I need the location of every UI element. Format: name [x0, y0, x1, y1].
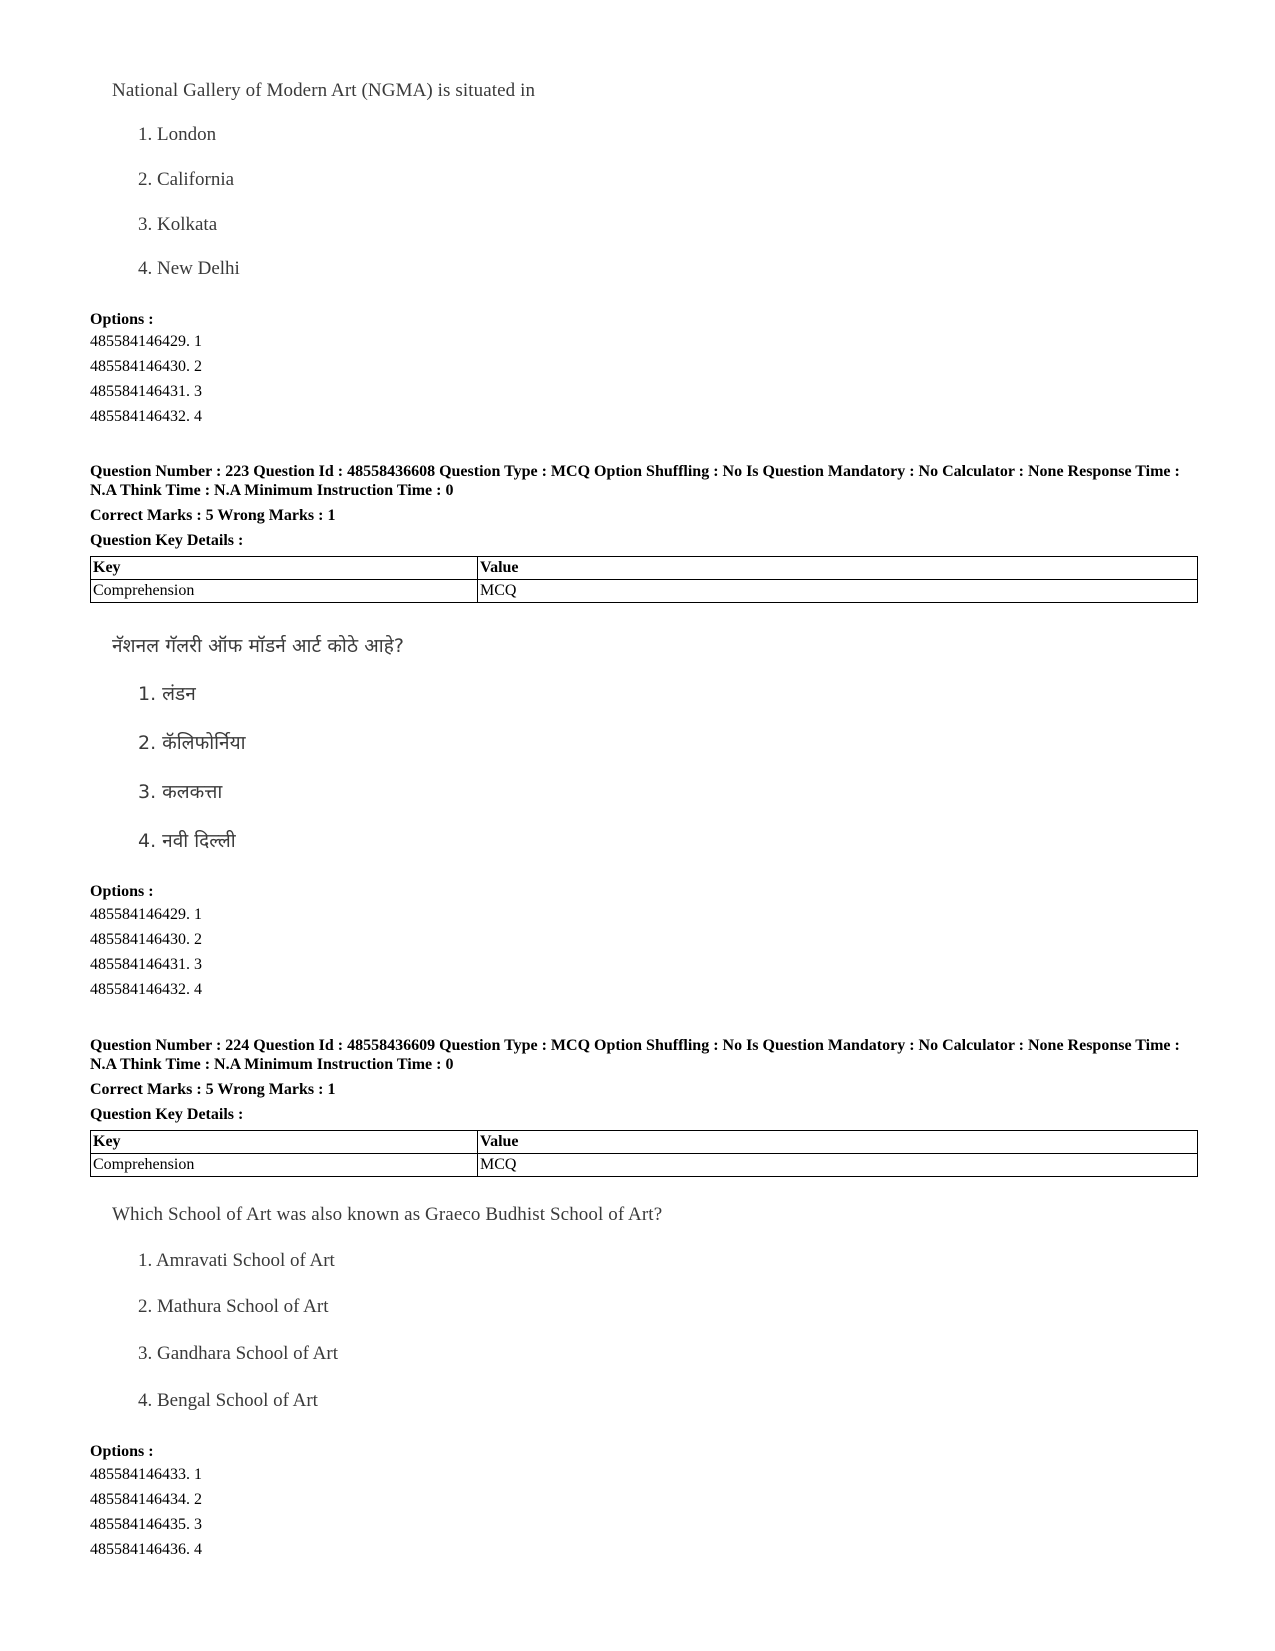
key-details-table — [90, 556, 1198, 603]
table-header-key: Key — [91, 557, 478, 580]
table-cell-value: MCQ — [478, 580, 1198, 603]
table-header-row — [91, 1131, 1198, 1154]
question-meta: Question Number : 223 Question Id : 48558436608 Question Type : MCQ Option Shuffling : No Is Question Mandatory : No Calculator : None Response Time : N.A Think Time : N.A Minimum Instruction Time : 0 — [90, 463, 1180, 499]
option-id: 485584146433. 1 — [90, 1466, 202, 1483]
question-option: 3. Gandhara School of Art — [138, 1343, 338, 1364]
question-option: 1. London — [138, 124, 217, 145]
table-header-key: Key — [91, 1131, 478, 1154]
key-details-label: Question Key Details : — [90, 532, 244, 549]
marks-info: Correct Marks : 5 Wrong Marks : 1 — [90, 507, 336, 524]
question-option: 4. नवी दिल्ली — [138, 830, 236, 852]
question-option: 4. New Delhi — [138, 258, 240, 279]
options-label: Options : — [90, 311, 154, 328]
question-option: 1. Amravati School of Art — [138, 1250, 335, 1271]
question-option: 3. कलकत्ता — [138, 781, 223, 803]
option-id: 485584146430. 2 — [90, 931, 202, 948]
option-id: 485584146431. 3 — [90, 383, 202, 400]
table-row — [91, 1154, 1198, 1177]
table-cell-key: Comprehension — [91, 580, 478, 603]
question-option: 2. California — [138, 169, 235, 190]
option-id: 485584146436. 4 — [90, 1541, 202, 1558]
question-option: 3. Kolkata — [138, 214, 218, 235]
question-meta: Question Number : 224 Question Id : 48558436609 Question Type : MCQ Option Shuffling : No Is Question Mandatory : No Calculator : None Response Time : N.A Think Time : N.A Minimum Instruction Time : 0 — [90, 1037, 1180, 1073]
question-text: Which School of Art was also known as Graeco Budhist School of Art? — [112, 1204, 663, 1225]
table-header-value: Value — [478, 557, 1198, 580]
table-header-value: Value — [478, 1131, 1198, 1154]
table-cell-key: Comprehension — [91, 1154, 478, 1177]
question-text: नॅशनल गॅलरी ऑफ मॉडर्न आर्ट कोठे आहे? — [112, 635, 405, 657]
option-id: 485584146434. 2 — [90, 1491, 202, 1508]
option-id: 485584146429. 1 — [90, 333, 202, 350]
marks-info: Correct Marks : 5 Wrong Marks : 1 — [90, 1081, 336, 1098]
question-option: 2. कॅलिफोर्निया — [138, 732, 246, 754]
option-id: 485584146431. 3 — [90, 956, 202, 973]
options-label: Options : — [90, 883, 154, 900]
option-id: 485584146432. 4 — [90, 981, 202, 998]
option-id: 485584146435. 3 — [90, 1516, 202, 1533]
question-text: National Gallery of Modern Art (NGMA) is situated in — [112, 80, 536, 101]
table-header-row — [91, 557, 1198, 580]
question-option: 4. Bengal School of Art — [138, 1390, 318, 1411]
table-cell-value: MCQ — [478, 1154, 1198, 1177]
option-id: 485584146430. 2 — [90, 358, 202, 375]
key-details-table — [90, 1130, 1198, 1177]
question-option: 1. लंडन — [138, 683, 196, 705]
option-id: 485584146429. 1 — [90, 906, 202, 923]
option-id: 485584146432. 4 — [90, 408, 202, 425]
options-label: Options : — [90, 1443, 154, 1460]
key-details-label: Question Key Details : — [90, 1106, 244, 1123]
table-row — [91, 580, 1198, 603]
question-option: 2. Mathura School of Art — [138, 1296, 329, 1317]
